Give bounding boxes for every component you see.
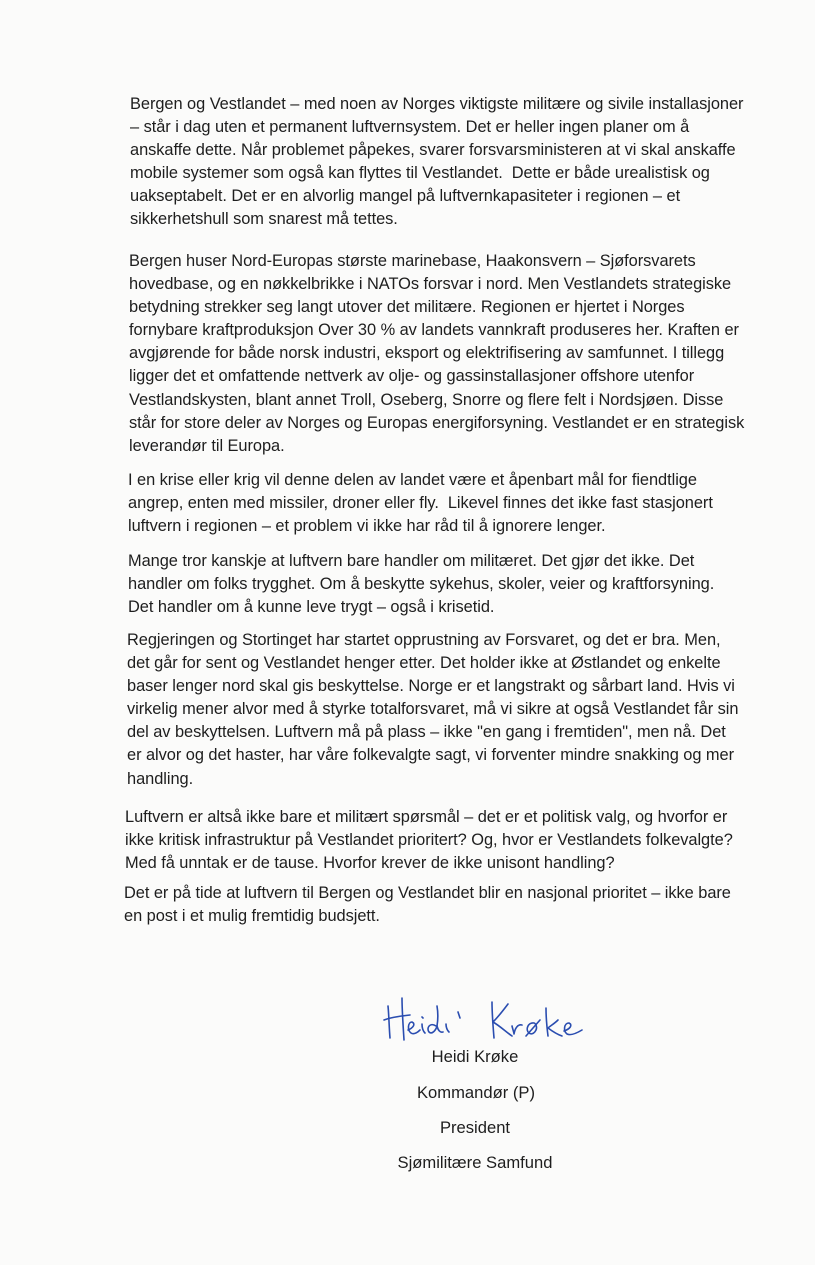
handwritten-signature	[380, 990, 590, 1042]
signatory-organization: Sjømilitære Samfund	[397, 1153, 553, 1172]
paragraph-4: Mange tror kanskje at luftvern bare handler om militæret. Det gjør det ikke. Det handler om folks trygghet. Om å beskytte sykehus, skoler, veier og kraftforsyning. Det handler om å kunne leve trygt – også i krisetid.	[128, 552, 715, 617]
signature-block	[330, 990, 620, 1190]
signatory-name: Heidi Krøke	[431, 1047, 519, 1066]
paragraph-7: Det er på tide at luftvern til Bergen og Vestlandet blir en nasjonal prioritet – ikke bare en post i et mulig fremtidig budsjett.	[124, 884, 731, 926]
paragraph-2: Bergen huser Nord-Europas største marinebase, Haakonsvern – Sjøforsvarets hovedbase, og en nøkkelbrikke i NATOs forsvar i nord. Men Vestlandets strategiske betydning strekker seg langt utover det militære. Regionen er hjertet i Norges fornybare kraftproduksjon Over 30 % av landets vannkraft produseres her. Kraften er avgjørende for både norsk industri, eksport og elektrifisering av samfunnet. I tillegg ligger det et omfattende nettverk av olje- og gassinstallasjoner offshore utenfor Vestlandskysten, blant annet Troll, Oseberg, Snorre og flere felt i Nordsjøen. Disse står for store deler av Norges og Europas energiforsyning. Vestlandet er en strategisk leverandør til Europa.	[129, 252, 745, 455]
paragraph-3: I en krise eller krig vil denne delen av landet være et åpenbart mål for fiendtlige angrep, enten med missiler, droner eller fly. Likevel finnes det ikke fast stasjonert luftvern i regionen – et problem vi ikke har råd til å ignorere lenger.	[128, 471, 713, 536]
signatory-rank: Kommandør (P)	[416, 1083, 536, 1102]
paragraph-5: Regjeringen og Stortinget har startet opprustning av Forsvaret, og det er bra. Men, det går for sent og Vestlandet henger etter. Det holder ikke at Østlandet og enkelte baser lenger nord skal gis beskyttelse. Norge er et langstrakt og sårbart land. Hvis vi virkelig mener alvor med å styrke totalforsvaret, må vi sikre at også Vestlandet får sin del av beskyttelsen. Luftvern må på plass – ikke "en gang i fremtiden", men nå. Det er alvor og det haster, har våre folkevalgte sagt, vi forventer mindre snakking og mer handling.	[127, 631, 739, 788]
paragraph-6: Luftvern er altså ikke bare et militært spørsmål – det er et politisk valg, og hvorfor er ikke kritisk infrastruktur på Vestlandet prioritert? Og, hvor er Vestlandets folkevalgte? Med få unntak er de tause. Hvorfor krever de ikke unisont handling?	[125, 808, 733, 873]
signatory-role: President	[439, 1118, 511, 1137]
paragraph-1: Bergen og Vestlandet – med noen av Norges viktigste militære og sivile installasjoner – står i dag uten et permanent luftvernsystem. Det er heller ingen planer om å anskaffe dette. Når problemet påpekes, svarer forsvarsministeren at vi skal anskaffe mobile systemer som også kan flyttes til Vestlandet. Dette er både urealistisk og uakseptabelt. Det er en alvorlig mangel på luftvernkapasiteter i regionen – et sikkerhetshull som snarest må tettes.	[130, 95, 744, 229]
